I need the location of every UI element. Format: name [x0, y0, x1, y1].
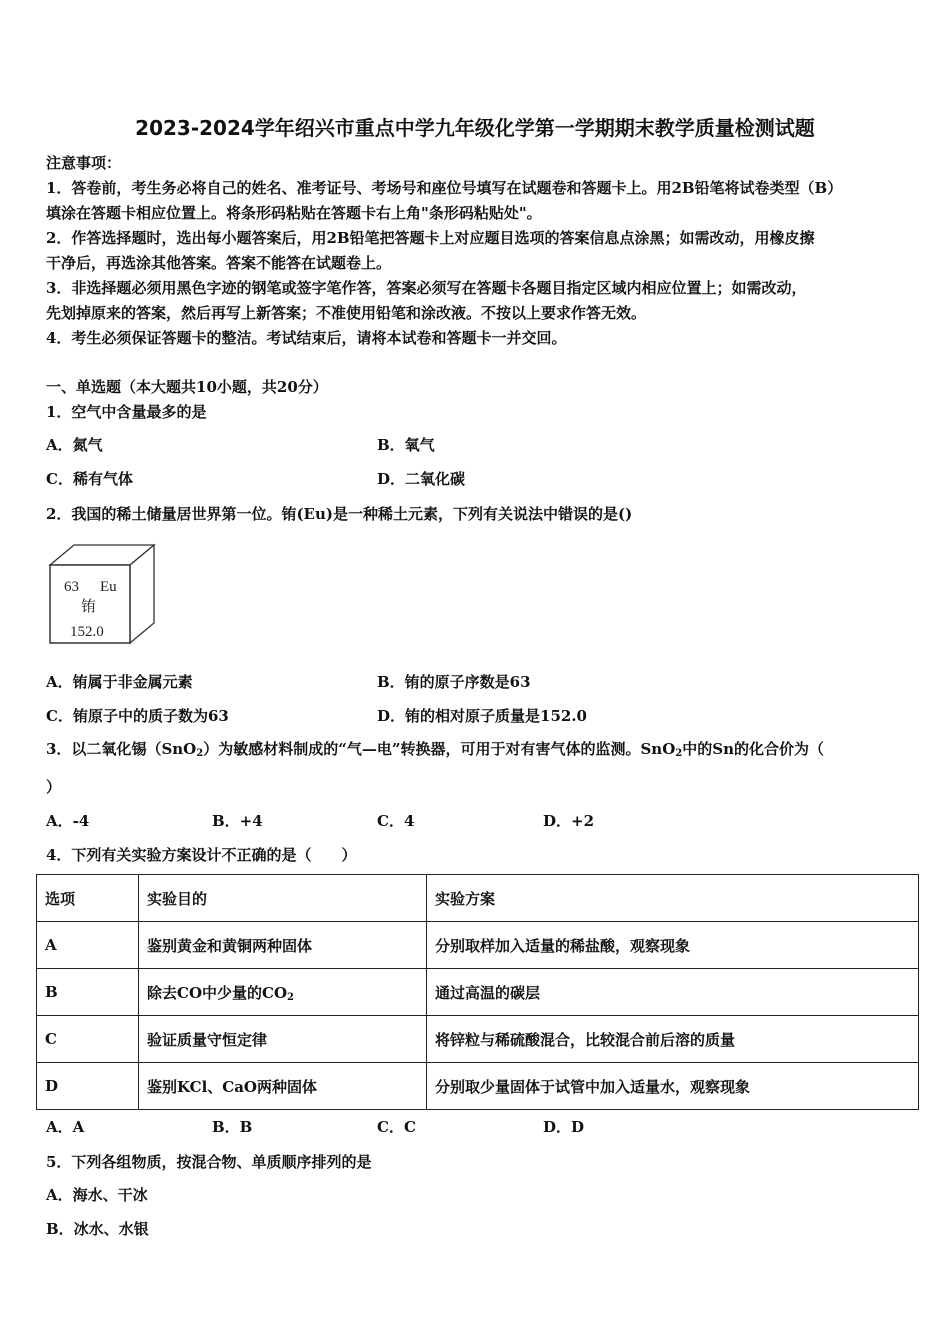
q2-option-a[interactable]: A．铕属于非金属元素	[46, 673, 193, 691]
q3-option-c[interactable]: C．4	[377, 812, 415, 830]
q2-option-b[interactable]: B．铕的原子序数是63	[377, 673, 531, 691]
table-header-row	[37, 875, 919, 922]
notice-heading: 注意事项：	[46, 154, 122, 172]
element-mass: 152.0	[70, 624, 104, 640]
element-box-icon	[48, 543, 158, 648]
table-row	[37, 1063, 919, 1110]
q1-option-c[interactable]: C．稀有气体	[46, 470, 133, 488]
q2-option-c[interactable]: C．铕原子中的质子数为63	[46, 707, 229, 725]
question-3-stem-end: ）	[46, 778, 62, 796]
table-cell-goal: 鉴别黄金和黄铜两种固体	[139, 922, 427, 969]
table-cell-goal: 验证质量守恒定律	[139, 1016, 427, 1063]
table-cell-option: C	[37, 1016, 139, 1063]
table-header: 实验方案	[427, 875, 919, 922]
table-cell-goal: 鉴别KCl、CaO两种固体	[139, 1063, 427, 1110]
notice-line: 3．非选择题必须用黑色字迹的钢笔或签字笔作答，答案必须写在答题卡各题目指定区域内相应位置上；如需改动，	[46, 279, 807, 297]
q1-option-b[interactable]: B．氧气	[377, 436, 435, 454]
notice-line: 1．答卷前，考生务必将自己的姓名、准考证号、考场号和座位号填写在试题卷和答题卡上。用2B铅笔将试卷类型（B）	[46, 179, 843, 197]
table-row	[37, 922, 919, 969]
question-2-stem: 2．我国的稀土储量居世界第一位。铕(Eu)是一种稀土元素，下列有关说法中错误的是()	[46, 505, 633, 523]
table-cell-option: D	[37, 1063, 139, 1110]
element-card-europium	[48, 543, 158, 652]
table-row	[37, 1016, 919, 1063]
q2-option-d[interactable]: D．铕的相对原子质量是152.0	[377, 707, 587, 725]
table-cell-plan: 将锌粒与稀硫酸混合，比较混合前后溶的质量	[427, 1016, 919, 1063]
table-cell-option: A	[37, 922, 139, 969]
notice-line: 先划掉原来的答案，然后再写上新答案；不准使用铅笔和涂改液。不按以上要求作答无效。	[46, 304, 647, 322]
q3-option-a[interactable]: A．-4	[46, 812, 90, 830]
table-cell-option: B	[37, 969, 139, 1016]
question-5-stem: 5．下列各组物质，按混合物、单质顺序排列的是	[46, 1153, 372, 1171]
page-title: 2023-2024学年绍兴市重点中学九年级化学第一学期期末教学质量检测试题	[135, 116, 815, 140]
table-cell-plan: 通过高温的碳层	[427, 969, 919, 1016]
q4-option-a[interactable]: A．A	[46, 1118, 85, 1136]
notice-line: 2．作答选择题时，选出每小题答案后，用2B铅笔把答题卡上对应题目选项的答案信息点涂黑；如需改动，用橡皮擦	[46, 229, 815, 247]
table-cell-plan: 分别取少量固体于试管中加入适量水，观察现象	[427, 1063, 919, 1110]
q1-option-d[interactable]: D．二氧化碳	[377, 470, 466, 488]
q4-option-b[interactable]: B．B	[212, 1118, 253, 1136]
element-name: 铕	[81, 597, 97, 615]
q1-option-a[interactable]: A．氮气	[46, 436, 103, 454]
section-heading: 一、单选题（本大题共10小题，共20分）	[46, 378, 328, 396]
question-4-stem: 4．下列有关实验方案设计不正确的是（ ）	[46, 846, 357, 864]
q5-option-a[interactable]: A．海水、干冰	[46, 1186, 148, 1204]
q5-option-b[interactable]: B．冰水、水银	[46, 1220, 149, 1238]
element-symbol: Eu	[100, 579, 117, 595]
experiment-table	[36, 874, 919, 1110]
q4-option-c[interactable]: C．C	[377, 1118, 416, 1136]
table-cell-goal: 除去CO中少量的$CO_2$	[139, 969, 427, 1016]
table-row	[37, 969, 919, 1016]
notice-line: 干净后，再选涂其他答案。答案不能答在试题卷上。	[46, 254, 392, 272]
table-header: 选项	[37, 875, 139, 922]
notice-line: 填涂在答题卡相应位置上。将条形码粘贴在答题卡右上角"条形码粘贴处"。	[46, 204, 542, 222]
element-number: 63	[64, 579, 79, 595]
question-1-stem: 1．空气中含量最多的是	[46, 403, 207, 421]
table-header: 实验目的	[139, 875, 427, 922]
q4-option-d[interactable]: D．D	[543, 1118, 585, 1136]
q3-option-d[interactable]: D．+2	[543, 812, 595, 830]
notice-line: 4．考生必须保证答题卡的整洁。考试结束后，请将本试卷和答题卡一并交回。	[46, 329, 567, 347]
table-cell-plan: 分别取样加入适量的稀盐酸，观察现象	[427, 922, 919, 969]
q3-option-b[interactable]: B．+4	[212, 812, 263, 830]
question-3-stem: 3．以二氧化锡（SnO$_2$）为敏感材料制成的“气—电”转换器，可用于对有害气体的监测。SnO$_2$中的Sn的化合价为（	[46, 740, 825, 759]
